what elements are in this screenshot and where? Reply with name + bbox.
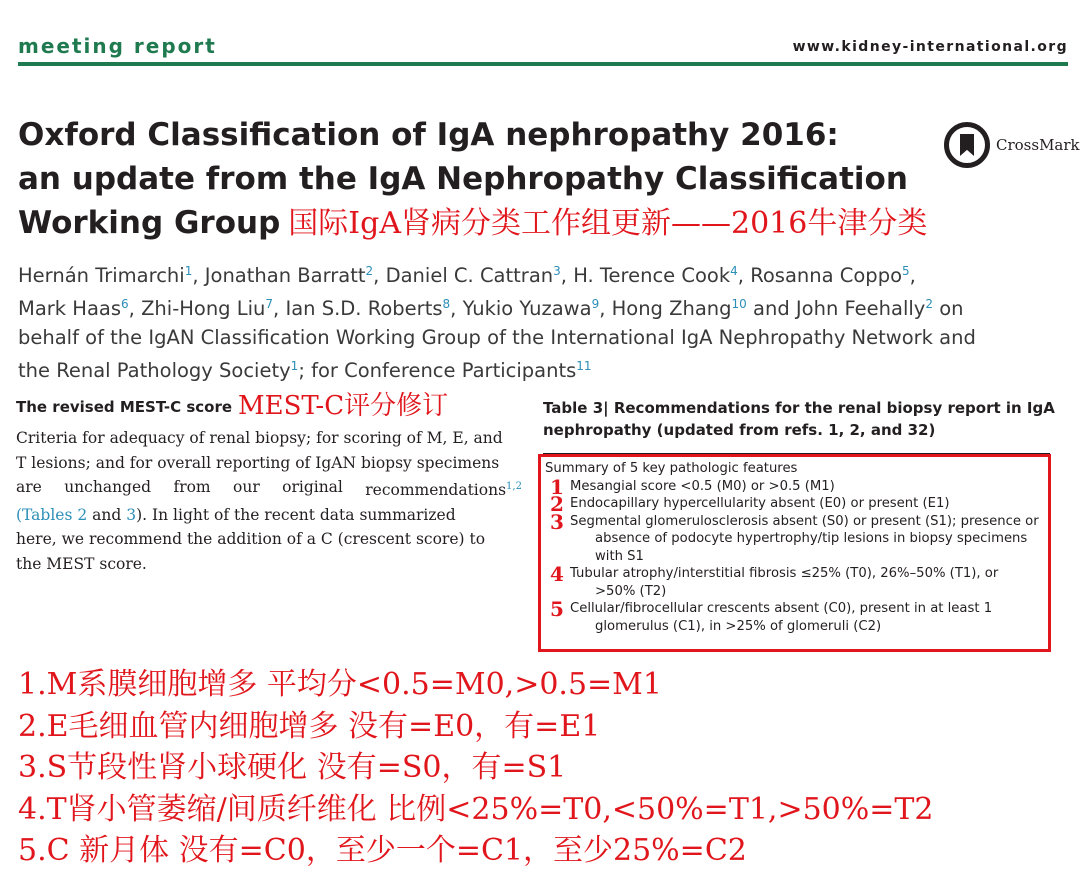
feature-text: with S1 bbox=[595, 548, 644, 564]
note-item: 2.E毛细血管内细胞增多 没有=E0，有=E1 bbox=[18, 708, 601, 744]
affiliation-ref[interactable]: 3 bbox=[553, 264, 561, 278]
body-word: our bbox=[233, 478, 260, 496]
author: Ian S.D. Roberts bbox=[285, 297, 443, 320]
feature-text: Tubular atrophy/interstitial fibrosis ≤25% (T0), 26%–50% (T1), or bbox=[570, 566, 999, 581]
affiliation-ref[interactable]: 4 bbox=[730, 264, 738, 278]
section-revised-score bbox=[16, 385, 522, 576]
feature-text: Mesangial score <0.5 (M0) or >0.5 (M1) bbox=[570, 478, 835, 494]
body-line-justified bbox=[16, 475, 522, 503]
affiliation-ref[interactable]: 2 bbox=[365, 264, 374, 278]
section-heading bbox=[16, 385, 522, 422]
title-line-3 bbox=[18, 201, 928, 246]
body-line bbox=[16, 503, 522, 528]
affiliation-ref[interactable]: 5 bbox=[902, 264, 910, 278]
feature-item bbox=[545, 562, 1048, 600]
body-word: unchanged bbox=[64, 478, 152, 496]
feature-text: >50% (T2) bbox=[595, 583, 667, 599]
author-line-4 bbox=[18, 352, 1068, 385]
feature-number: 1 bbox=[550, 474, 564, 499]
note-item: 1.M系膜细胞增多 平均分<0.5=M0,>0.5=M1 bbox=[18, 667, 662, 702]
author: John Feehally bbox=[795, 297, 926, 320]
section-body bbox=[16, 426, 522, 576]
author-sep: , bbox=[737, 264, 751, 287]
author-society: the Renal Pathology Society bbox=[18, 359, 291, 382]
feature-number: 3 bbox=[550, 509, 564, 534]
affiliation-ref[interactable]: 2 bbox=[925, 297, 933, 311]
affiliation-ref[interactable]: 10 bbox=[731, 297, 747, 311]
author-sep: , bbox=[599, 297, 612, 320]
author-sep: , bbox=[192, 264, 205, 287]
affiliation-ref[interactable]: 1 bbox=[184, 264, 193, 278]
feature-item bbox=[545, 509, 1048, 566]
caption-line: nephropathy (updated from refs. 1, 2, and 32) bbox=[543, 421, 936, 439]
feature-text: absence of podocyte hypertrophy/tip lesions in biopsy specimens bbox=[595, 531, 1028, 546]
author: Rosanna Coppo bbox=[750, 264, 902, 287]
title-line-3-text: Working Group bbox=[18, 205, 281, 241]
crossmark-label: CrossMark bbox=[996, 136, 1080, 154]
body-line: here, we recommend the addition of a C (crescent score) to bbox=[16, 530, 486, 548]
author: Daniel C. Cattran bbox=[385, 264, 554, 287]
tables-link[interactable]: (Tables 2 bbox=[16, 505, 88, 524]
note-item: 4.T肾小管萎缩/间质纤维化 比例<25%=T0,<50%=T1,>50%=T2 bbox=[18, 791, 934, 827]
affiliation-ref[interactable]: 7 bbox=[265, 297, 274, 311]
features-table bbox=[538, 454, 1051, 652]
affiliation-ref[interactable]: 6 bbox=[121, 297, 129, 311]
reference-link[interactable]: 1,2 bbox=[506, 481, 522, 492]
body-word bbox=[365, 475, 522, 503]
author: Jonathan Barratt bbox=[204, 264, 366, 287]
header-rule bbox=[18, 62, 1068, 66]
crossmark-badge[interactable] bbox=[944, 122, 1080, 168]
journal-url[interactable]: www.kidney-international.org bbox=[792, 39, 1068, 55]
section-heading-text: The revised MEST-C score bbox=[16, 398, 233, 416]
body-word-text: recommendations bbox=[365, 481, 507, 499]
author: Hernán Trimarchi bbox=[18, 264, 185, 287]
note-item: 5.C 新月体 没有=C0，至少一个=C1，至少25%=C2 bbox=[18, 833, 747, 868]
author-line-2 bbox=[18, 290, 1068, 323]
feature-item bbox=[545, 597, 1048, 635]
author: Hong Zhang bbox=[611, 297, 732, 320]
feature-text: glomerulus (C1), in >25% of glomeruli (C2) bbox=[595, 618, 882, 634]
feature-number: 2 bbox=[550, 492, 564, 516]
author-sep: , bbox=[909, 264, 916, 287]
author-line-3: behalf of the IgAN Classification Working Group of the International IgA Nephropathy Network and bbox=[18, 326, 976, 349]
body-line: T lesions; and for overall reporting of IgAN biopsy specimens bbox=[16, 453, 500, 472]
body-text: and bbox=[87, 505, 127, 524]
body-text: ). In light of the recent data summarized bbox=[136, 505, 456, 524]
feature-number: 4 bbox=[550, 562, 564, 586]
body-line: the MEST score. bbox=[16, 554, 147, 573]
affiliation-ref[interactable]: 11 bbox=[576, 359, 592, 373]
affiliation-ref[interactable]: 9 bbox=[591, 297, 600, 311]
feature-item bbox=[545, 474, 1048, 499]
feature-number: 5 bbox=[550, 597, 564, 621]
article-title bbox=[18, 113, 928, 246]
caption-line: Table 3| Recommendations for the renal biopsy report in IgA bbox=[543, 399, 1055, 417]
title-line-2: an update from the IgA Nephropathy Classification bbox=[18, 161, 908, 197]
table-caption-block bbox=[543, 397, 1053, 454]
author-sep: and bbox=[746, 297, 796, 320]
table-3-link[interactable]: 3 bbox=[126, 505, 137, 524]
author-sep: , bbox=[450, 297, 463, 320]
author: Mark Haas bbox=[18, 297, 122, 320]
author-sep: , bbox=[273, 297, 286, 320]
author-list bbox=[18, 257, 1068, 385]
author: Yukio Yuzawa bbox=[462, 297, 592, 320]
feature-item bbox=[545, 492, 1048, 516]
author-conference: ; for Conference Participants bbox=[298, 359, 577, 382]
author-line-1 bbox=[18, 257, 1068, 290]
body-word: from bbox=[173, 478, 211, 496]
affiliation-ref[interactable]: 1 bbox=[290, 359, 299, 373]
author: H. Terence Cook bbox=[573, 264, 731, 287]
affiliation-ref[interactable]: 8 bbox=[442, 297, 451, 311]
crossmark-icon bbox=[944, 122, 990, 168]
section-label: meeting report bbox=[18, 34, 217, 58]
table-caption bbox=[543, 397, 1053, 441]
journal-header bbox=[18, 34, 1068, 68]
author-sep: , bbox=[373, 264, 386, 287]
table-summary: Summary of 5 key pathologic features bbox=[545, 461, 798, 476]
section-annotation-cn: MEST-C评分修订 bbox=[238, 391, 449, 421]
annotation-notes-cn bbox=[18, 664, 1068, 872]
note-item: 3.S节段性肾小球硬化 没有=S0，有=S1 bbox=[18, 750, 567, 785]
body-line: Criteria for adequacy of renal biopsy; for scoring of M, E, and bbox=[16, 429, 503, 447]
author-sep: , bbox=[128, 297, 142, 320]
feature-text: Segmental glomerulosclerosis absent (S0) or present (S1); presence or bbox=[570, 513, 1039, 529]
author-sep: on bbox=[933, 297, 964, 320]
feature-text: Cellular/fibrocellular crescents absent (C0), present in at least 1 bbox=[570, 601, 993, 616]
feature-text: Endocapillary hypercellularity absent (E0) or present (E1) bbox=[570, 496, 950, 511]
author: Zhi-Hong Liu bbox=[141, 297, 266, 320]
body-word: original bbox=[282, 478, 343, 496]
author-sep: , bbox=[560, 264, 574, 287]
title-annotation-cn: 国际IgA肾病分类工作组更新——2016牛津分类 bbox=[288, 206, 928, 241]
body-word: are bbox=[16, 478, 42, 496]
title-line-1: Oxford Classification of IgA nephropathy 2016: bbox=[18, 117, 839, 153]
